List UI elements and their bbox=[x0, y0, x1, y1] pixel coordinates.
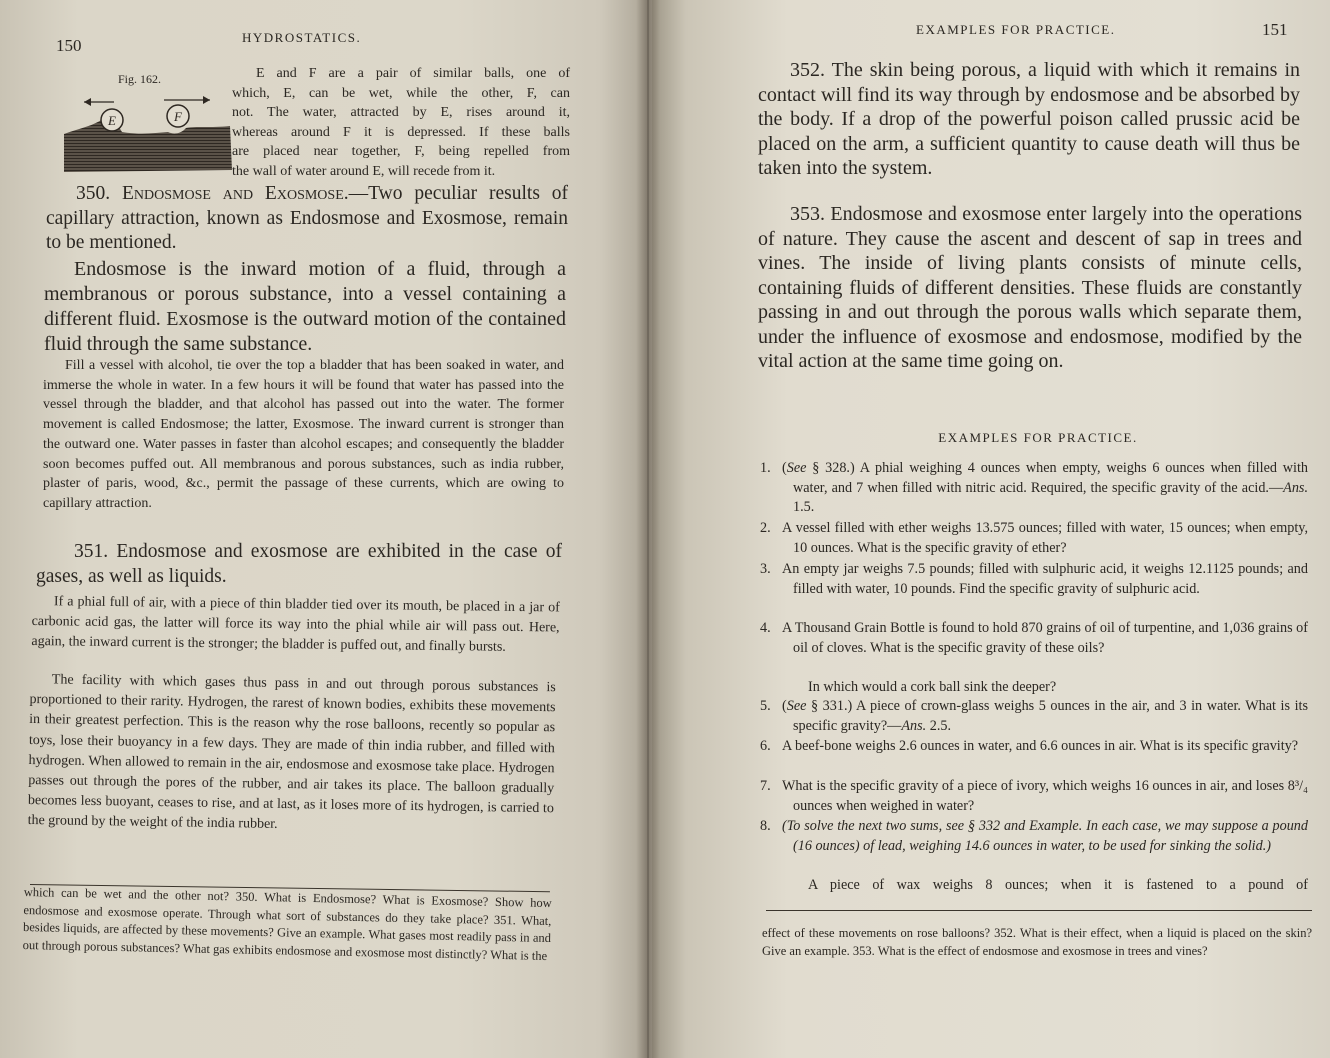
section-350 bbox=[46, 182, 568, 256]
section-351 bbox=[36, 540, 562, 589]
left-page bbox=[0, 0, 652, 1058]
section-number: 350. bbox=[76, 183, 111, 204]
section-number: 353. bbox=[790, 203, 825, 225]
ball-f-label: F bbox=[174, 109, 182, 124]
facility-paragraph: The facility with which gases thus pass in and out through porous substances is proportioned to their rarity. Hydrogen, the rarest of known bodies, exhibits these movements in their greatest perfection. This is the reason why the rose balloons, recently so popular as toys, lose their buoyancy in a few days. They are made of thin india rubber, and filled with hydrogen. When allowed to remain in the air, endosmose and exosmose take place. Hydrogen passes out through the pores of the rubber, and air takes its place. The balloon gradually becomes less buoyant, ceases to rise, and at last, as it loses more of its hydrogen, is carried to the ground by the weight of the india rubber. bbox=[27, 672, 556, 833]
caption-line: are placed near together, F, being repelled from bbox=[232, 144, 570, 160]
section-text: Endosmose and exosmose enter largely into the operations of nature. They cause the ascent and descent of sap in trees and vines. The inside of living plants consists of minute cells, containing fluids of different densities. These fluids are constantly passing in and out through the porous walls which separate them, under the influence of exosmose and endosmose, modified by the vital action at the same time going on. bbox=[758, 203, 1303, 372]
example-number: 5. bbox=[760, 698, 771, 714]
example-answer-label: Ans. bbox=[1283, 479, 1308, 496]
example-number: 6. bbox=[760, 738, 771, 754]
example-text: An empty jar weighs 7.5 pounds; filled with sulphuric acid, it weighs 12.1125 pounds; and filled with water, 10 pounds. Find the specific gravity of sulphuric acid. bbox=[782, 561, 1308, 597]
example-item bbox=[760, 697, 1308, 736]
example-number: 4. bbox=[760, 620, 771, 636]
example-text: What is the specific gravity of a piece of ivory, which weighs 16 ounces in air, and loses 8³/₄ ounces when weighed in water? bbox=[782, 778, 1308, 814]
example-item bbox=[760, 619, 1308, 658]
example-ref: See bbox=[786, 698, 807, 714]
section-text: —Two peculiar results of capillary attraction, known as Endosmose and Exosmose, remain to be mentioned. bbox=[46, 183, 568, 253]
caption-line: which, E, can be wet, while the other, F, can bbox=[232, 85, 570, 101]
example-text: A Thousand Grain Bottle is found to hold 870 grains of oil of turpentine, and 1,036 grains of oil of cloves. What is the specific gravity of these oils? bbox=[782, 620, 1308, 656]
book-gutter bbox=[636, 0, 660, 1058]
example-8-continuation: A piece of wax weighs 8 ounces; when it is fastened to a pound of bbox=[808, 877, 1308, 893]
page-number-left: 150 bbox=[56, 36, 82, 55]
example-item bbox=[760, 560, 1308, 599]
example-number: 8. bbox=[760, 818, 771, 834]
section-353 bbox=[758, 202, 1302, 374]
example-pre: ( bbox=[782, 698, 787, 714]
example-answer: 2.5. bbox=[926, 717, 951, 734]
example-number: 7. bbox=[760, 778, 771, 794]
examples-heading: EXAMPLES FOR PRACTICE. bbox=[938, 430, 1138, 445]
example-item bbox=[760, 817, 1308, 856]
example-number: 3. bbox=[760, 561, 771, 577]
running-head-right: EXAMPLES FOR PRACTICE. bbox=[916, 22, 1116, 37]
section-number: 352. bbox=[790, 59, 825, 81]
section-352 bbox=[758, 58, 1300, 181]
example-pre: ( bbox=[782, 460, 787, 476]
example-text: A beef-bone weighs 2.6 ounces in water, and 6.6 ounces in air. What is its specific gravity? bbox=[782, 738, 1299, 754]
section-heading: Endosmose and Exosmose. bbox=[121, 183, 349, 204]
example-4-followup: In which would a cork ball sink the deeper? bbox=[808, 679, 1057, 695]
running-head-left: HYDROSTATICS. bbox=[242, 30, 362, 45]
footnote-left: which can be wet and the other not? 350. What is Endosmose? What is Exosmose? Show how endosmose and exosmose operate. Through what sort of substances do they take place? 351. What, besides liquids, are affected by these movements? Give an example. What gases most readily pass in and out through porous substances? What gas exhibits endosmose and exosmose most distinctly? What is the bbox=[22, 884, 552, 963]
example-number: 2. bbox=[760, 520, 771, 536]
caption-line: not. The water, attracted by E, rises around it, bbox=[232, 105, 570, 121]
figure-caption bbox=[232, 64, 570, 182]
figure-label: Fig. 162. bbox=[118, 72, 162, 86]
example-answer: 1.5. bbox=[793, 499, 815, 516]
example-text: § 328.) A phial weighing 4 ounces when empty, weighs 6 ounces when filled with water, and 7 when filled with nitric acid. Required, the specific gravity of the acid.— bbox=[793, 460, 1308, 496]
gas-experiment-paragraph: If a phial full of air, with a piece of thin bladder tied over its mouth, be placed in a jar of carbonic acid gas, the latter will force its way into the phial while air will pass out. Here, again, the inward current is the stronger; the bladder is puffed out, and finally bursts. bbox=[31, 594, 560, 655]
example-answer-label: Ans. bbox=[901, 717, 927, 734]
footnote-rule-right bbox=[766, 910, 1312, 911]
caption-line: E and F are a pair of similar balls, one of bbox=[256, 66, 570, 81]
section-number: 351. bbox=[74, 541, 109, 562]
example-item bbox=[760, 519, 1308, 558]
example-8-instruction: (To solve the next two sums, see § 332 and Example. In each case, we may suppose a pound (16 ounces) of lead, weighing 14.6 ounces in water, to be used for sinking the solid.) bbox=[782, 818, 1308, 854]
definition-paragraph: Endosmose is the inward motion of a fluid, through a membranous or porous substance, into a vessel containing a different fluid. Exosmose is the outward motion of the contained fluid through the same substance. bbox=[44, 258, 566, 355]
page-number-right: 151 bbox=[1262, 20, 1288, 39]
example-text: A vessel filled with ether weighs 13.575 ounces; filled with water, 15 ounces; when empty, 10 ounces. What is the specific gravity of ether? bbox=[782, 520, 1308, 556]
ball-e-label: E bbox=[108, 113, 116, 128]
example-item bbox=[760, 737, 1308, 757]
figure-162-illustration bbox=[60, 88, 235, 178]
example-text: § 331.) A piece of crown-glass weighs 5 ounces in the air, and 3 in water. What is its specific gravity?— bbox=[793, 698, 1308, 734]
section-text: Endosmose and exosmose are exhibited in the case of gases, as well as liquids. bbox=[36, 541, 562, 587]
example-item bbox=[760, 459, 1308, 518]
example-number: 1. bbox=[760, 460, 771, 476]
example-ref: See bbox=[786, 460, 807, 476]
example-item bbox=[760, 777, 1308, 816]
footnote-right: effect of these movements on rose balloons? 352. What is their effect, when a liquid is placed on the skin? Give an example. 353. What is the effect of endosmose and exosmose in trees and vines? bbox=[762, 926, 1312, 958]
right-page bbox=[652, 0, 1330, 1058]
alcohol-experiment-paragraph: Fill a vessel with alcohol, tie over the top a bladder that has been soaked in water, and immerse the whole in water. In a few hours it will be found that water has passed into the vessel through the bladder, and that alcohol has passed out into the water. The former movement is called Endosmose; the latter, Exosmose. The inward current is stronger than the outward one. Water passes in faster than alcohol escapes; and consequently the bladder soon becomes puffed out. All membranous and porous substances, such as india rubber, plaster of paris, wood, &c., permit the passage of these currents, which are owing to capillary attraction. bbox=[43, 358, 564, 511]
section-text: The skin being porous, a liquid with which it remains in contact will find its way through by endosmose and be absorbed by the body. If a drop of the powerful poison called prussic acid be placed on the arm, a sufficient quantity to cause death will thus be taken into the system. bbox=[758, 59, 1300, 179]
caption-line: whereas around F it is depressed. If these balls bbox=[232, 124, 570, 140]
caption-line: the wall of water around E, will recede from it. bbox=[232, 163, 496, 179]
